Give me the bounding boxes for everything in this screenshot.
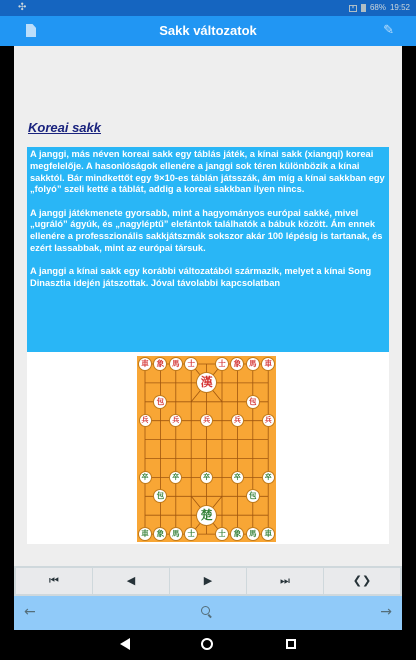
red-cannon-piece[interactable]: 包 — [154, 396, 166, 408]
last-move-button[interactable]: ⏭ — [247, 568, 323, 594]
clock: 19:52 — [389, 3, 410, 12]
red-soldier-piece[interactable]: 兵 — [264, 416, 272, 425]
green-elephant-piece[interactable]: 象 — [154, 528, 166, 540]
no-sim-icon: × — [349, 5, 357, 12]
board-panel — [27, 352, 389, 544]
green-soldier-piece[interactable]: 卒 — [141, 472, 149, 481]
janggi-board[interactable] — [137, 356, 276, 542]
system-nav-bar — [0, 630, 416, 660]
red-guard-piece[interactable]: 士 — [185, 358, 197, 370]
red-cannon-piece[interactable]: 包 — [247, 396, 259, 408]
flip-board-button[interactable]: ❮❯ — [324, 568, 400, 594]
green-guard-piece[interactable]: 士 — [216, 528, 228, 540]
previous-move-button[interactable]: ◀ — [93, 568, 169, 594]
green-chariot-piece[interactable]: 車 — [139, 528, 151, 540]
content-area — [14, 46, 402, 566]
search-icon[interactable] — [201, 606, 210, 615]
status-indicators — [349, 3, 410, 13]
green-horse-piece[interactable]: 馬 — [247, 528, 259, 540]
red-soldier-piece[interactable]: 兵 — [141, 416, 149, 425]
battery-level: 68% — [369, 3, 386, 12]
nav-home-icon[interactable] — [201, 638, 213, 650]
red-general-piece[interactable]: 漢 — [197, 373, 216, 392]
edit-pencil-icon[interactable]: ✎ — [383, 22, 394, 37]
green-soldier-piece[interactable]: 卒 — [264, 472, 272, 481]
notification-icon: ✣ — [18, 2, 27, 13]
green-soldier-piece[interactable]: 卒 — [233, 472, 241, 481]
next-move-button[interactable]: ▶ — [170, 568, 246, 594]
red-elephant-piece[interactable]: 象 — [231, 358, 243, 370]
red-elephant-piece[interactable]: 象 — [154, 358, 166, 370]
green-guard-piece[interactable]: 士 — [185, 528, 197, 540]
battery-icon — [361, 4, 366, 12]
article-paragraph: A janggi a kínai sakk egy korábbi változatából származik, melyet a kínai Song Dinasztia idején játszottak. Jóval távolabbi kapcsolatban — [30, 266, 372, 289]
green-chariot-piece[interactable]: 車 — [262, 528, 274, 540]
forward-arrow-icon[interactable]: → — [380, 604, 392, 620]
back-arrow-icon[interactable]: ← — [24, 604, 36, 620]
green-elephant-piece[interactable]: 象 — [231, 528, 243, 540]
article-heading[interactable]: Koreai sakk — [28, 120, 101, 135]
page-title: Sakk változatok — [159, 23, 257, 38]
green-general-piece[interactable]: 楚 — [197, 506, 216, 525]
article-text — [27, 147, 389, 386]
green-soldier-piece[interactable]: 卒 — [172, 472, 180, 481]
green-horse-piece[interactable]: 馬 — [170, 528, 182, 540]
red-chariot-piece[interactable]: 車 — [262, 358, 274, 370]
green-soldier-piece[interactable]: 卒 — [203, 472, 211, 481]
nav-back-icon[interactable] — [120, 638, 130, 650]
red-guard-piece[interactable]: 士 — [216, 358, 228, 370]
nav-recent-apps-icon[interactable] — [286, 639, 296, 649]
article-paragraph: A janggi, más néven koreai sakk egy táblás játék, a kínai sakk (xiangqi) koreai megfelelője. A hasonlóságok ellenére a janggi sok téren különbözik a kínai sakktól. Bár mindkettőt egy 9×10-es táblán játsszák, ám míg a kínai sakkban egy „folyó” szeli ketté a táblát, addig a koreai sakkban ilyen nincs. — [30, 149, 385, 195]
move-toolbar — [14, 566, 402, 596]
red-chariot-piece[interactable]: 車 — [139, 358, 151, 370]
red-horse-piece[interactable]: 馬 — [247, 358, 259, 370]
app-bar — [0, 16, 416, 46]
red-soldier-piece[interactable]: 兵 — [172, 416, 180, 425]
bottom-bar — [14, 596, 402, 630]
article-paragraph: A janggi játékmenete gyorsabb, mint a hagyományos európai sakké, mivel „ugráló” ágyúk, és „nagyléptű” elefántok találhatók a bábuk között. Ám ennek ellenére a professzionális sakkjátszmák sokszor akár 100 lépésig is tartanak, és ezért lassabbak, mint az európai társuk. — [30, 207, 383, 254]
status-bar — [0, 0, 416, 16]
first-move-button[interactable]: ⏮ — [16, 568, 92, 594]
red-soldier-piece[interactable]: 兵 — [203, 416, 211, 425]
red-soldier-piece[interactable]: 兵 — [233, 416, 241, 425]
green-cannon-piece[interactable]: 包 — [154, 490, 166, 502]
red-horse-piece[interactable]: 馬 — [170, 358, 182, 370]
green-cannon-piece[interactable]: 包 — [247, 490, 259, 502]
